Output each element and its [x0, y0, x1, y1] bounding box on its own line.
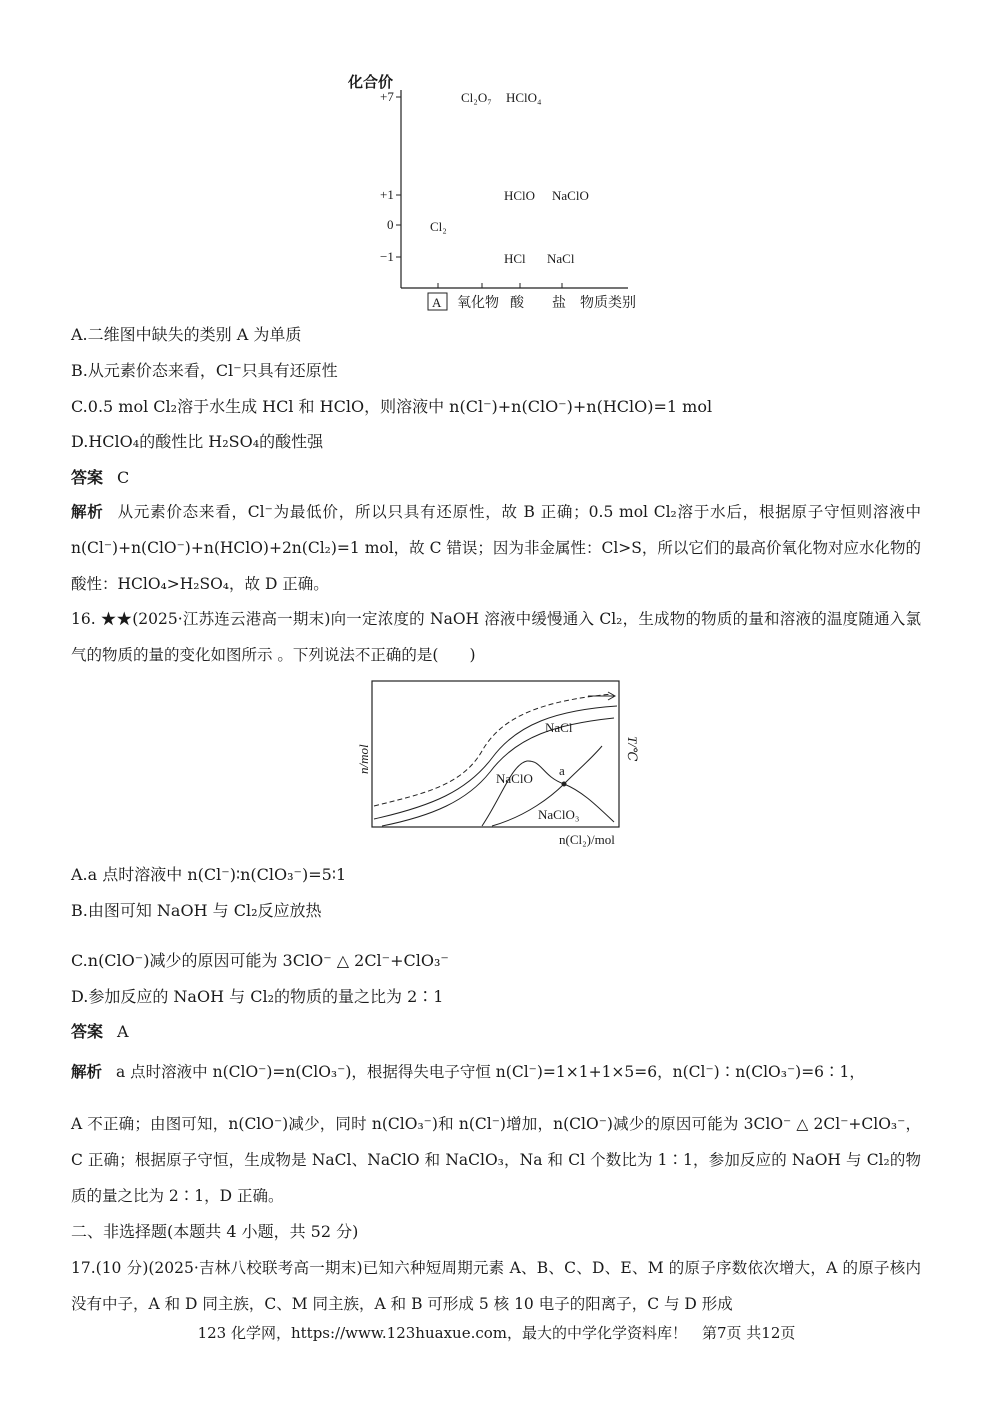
q15-analysis	[71, 494, 921, 602]
point-nacl: NaCl	[547, 251, 575, 266]
q15-option-b: B.从元素价态来看，Cl⁻只具有还原性	[71, 361, 338, 380]
q16-analysis-1	[71, 1054, 921, 1090]
analysis-text: a 点时溶液中 n(ClO⁻)=n(ClO₃⁻)，根据得失电子守恒 n(Cl⁻)=1×1+1×5=6，n(Cl⁻)∶n(ClO₃⁻)=6∶1，	[116, 1063, 865, 1081]
point-hcl: HCl	[504, 251, 526, 266]
answer-value: A	[117, 1022, 129, 1041]
y-axis-label: n/mol	[356, 744, 371, 774]
xcat-acid: 酸	[510, 296, 524, 311]
naoh-cl2-chart	[352, 676, 642, 852]
valence-class-diagram	[340, 68, 660, 318]
valence-axis-label: 化合价	[348, 75, 394, 91]
answer-label: 答案	[71, 1022, 104, 1041]
ytick-0: 0	[387, 217, 394, 232]
q15-option-a: A.二维图中缺失的类别 A 为单质	[71, 325, 302, 344]
ytick-minus1: −1	[380, 249, 394, 264]
xcat-class-label: 物质类别	[580, 296, 636, 311]
point-cl2: Cl₂	[430, 219, 447, 234]
answer-label: 答案	[71, 468, 104, 487]
q17-stem: 17.(10 分)(2025·吉林八校联考高一期末)已知六种短周期元素 A、B、C、D、E、M 的原子序数依次增大，A 的原子核内没有中子，A 和 D 同主族，C、M 同主族，A 和 B 可形成 5 核 10 电子的阳离子，C 与 D 形成	[71, 1259, 921, 1313]
analysis-label: 解析	[71, 502, 104, 521]
q16-option-a: A.a 点时溶液中 n(Cl⁻)∶n(ClO₃⁻)=5∶1	[71, 865, 347, 884]
xcat-oxide: 氧化物	[457, 296, 499, 311]
q15-option-c: C.0.5 mol Cl₂溶于水生成 HCl 和 HClO，则溶液中 n(Cl⁻)+n(ClO⁻)+n(HClO)=1 mol	[71, 397, 713, 416]
ytick-plus1: +1	[380, 187, 394, 202]
curve-label-naclo: NaClO	[496, 771, 533, 786]
section-title: 二、非选择题(本题共 4 小题，共 52 分)	[71, 1222, 359, 1241]
point-hclo4: HClO₄	[506, 90, 542, 105]
q16-option-c: C.n(ClO⁻)减少的原因可能为 3ClO⁻ △ 2Cl⁻+ClO₃⁻	[71, 951, 449, 970]
x-axis-label: n(Cl₂)/mol	[559, 832, 615, 847]
q16-option-b: B.由图可知 NaOH 与 Cl₂反应放热	[71, 901, 322, 920]
xcat-a: A	[432, 295, 442, 310]
q16-analysis-2: A 不正确；由图可知，n(ClO⁻)减少，同时 n(ClO₃⁻)和 n(Cl⁻)增加，n(ClO⁻)减少的原因可能为 3ClO⁻ △ 2Cl⁻+ClO₃⁻，C 正确；根据原子守恒，生成物是 NaCl、NaClO 和 NaClO₃，Na 和 Cl 个数比为 1∶1，参加反应的 NaOH 与 Cl₂的物质的量之比为 2∶1，D 正确。	[71, 1115, 921, 1205]
curve-label-naclo3: NaClO₃	[538, 807, 580, 822]
q15-answer	[71, 468, 129, 488]
ytick-plus7: +7	[380, 89, 394, 104]
q16-stem: 16. ★★(2025·江苏连云港高一期末)向一定浓度的 NaOH 溶液中缓慢通入 Cl₂，生成物的物质的量和溶液的温度随通入氯气的物质的量的变化如图所示 。下列说法不正确的是( )	[71, 610, 921, 664]
answer-value: C	[117, 468, 130, 487]
analysis-text: 从元素价态来看，Cl⁻为最低价，所以只具有还原性，故 B 正确；0.5 mol Cl₂溶于水后，根据原子守恒则溶液中 n(Cl⁻)+n(ClO⁻)+n(HClO)+2n(Cl₂)=1 mol，故 C 错误；因为非金属性：Cl>S，所以它们的最高价氧化物对应水化物的酸性：HClO₄>H₂SO₄，故 D 正确。	[71, 503, 921, 593]
curve-label-nacl: NaCl	[545, 720, 573, 735]
q16-option-d: D.参加反应的 NaOH 与 Cl₂的物质的量之比为 2∶1	[71, 987, 444, 1006]
point-hclo: HClO	[504, 188, 536, 203]
point-a-label: a	[559, 763, 565, 778]
page-footer: 123 化学网，https://www.123huaxue.com，最大的中学化学资料库！ 第7页 共12页	[197, 1324, 796, 1342]
point-cl2o7: Cl₂O₇	[461, 90, 492, 105]
xcat-salt: 盐	[552, 296, 566, 311]
q15-option-d: D.HClO₄的酸性比 H₂SO₄的酸性强	[71, 432, 324, 451]
y2-axis-label: T/℃	[625, 736, 640, 762]
analysis-label: 解析	[71, 1062, 103, 1081]
point-a	[562, 782, 567, 787]
point-naclo: NaClO	[552, 188, 589, 203]
q16-answer	[71, 1022, 129, 1042]
